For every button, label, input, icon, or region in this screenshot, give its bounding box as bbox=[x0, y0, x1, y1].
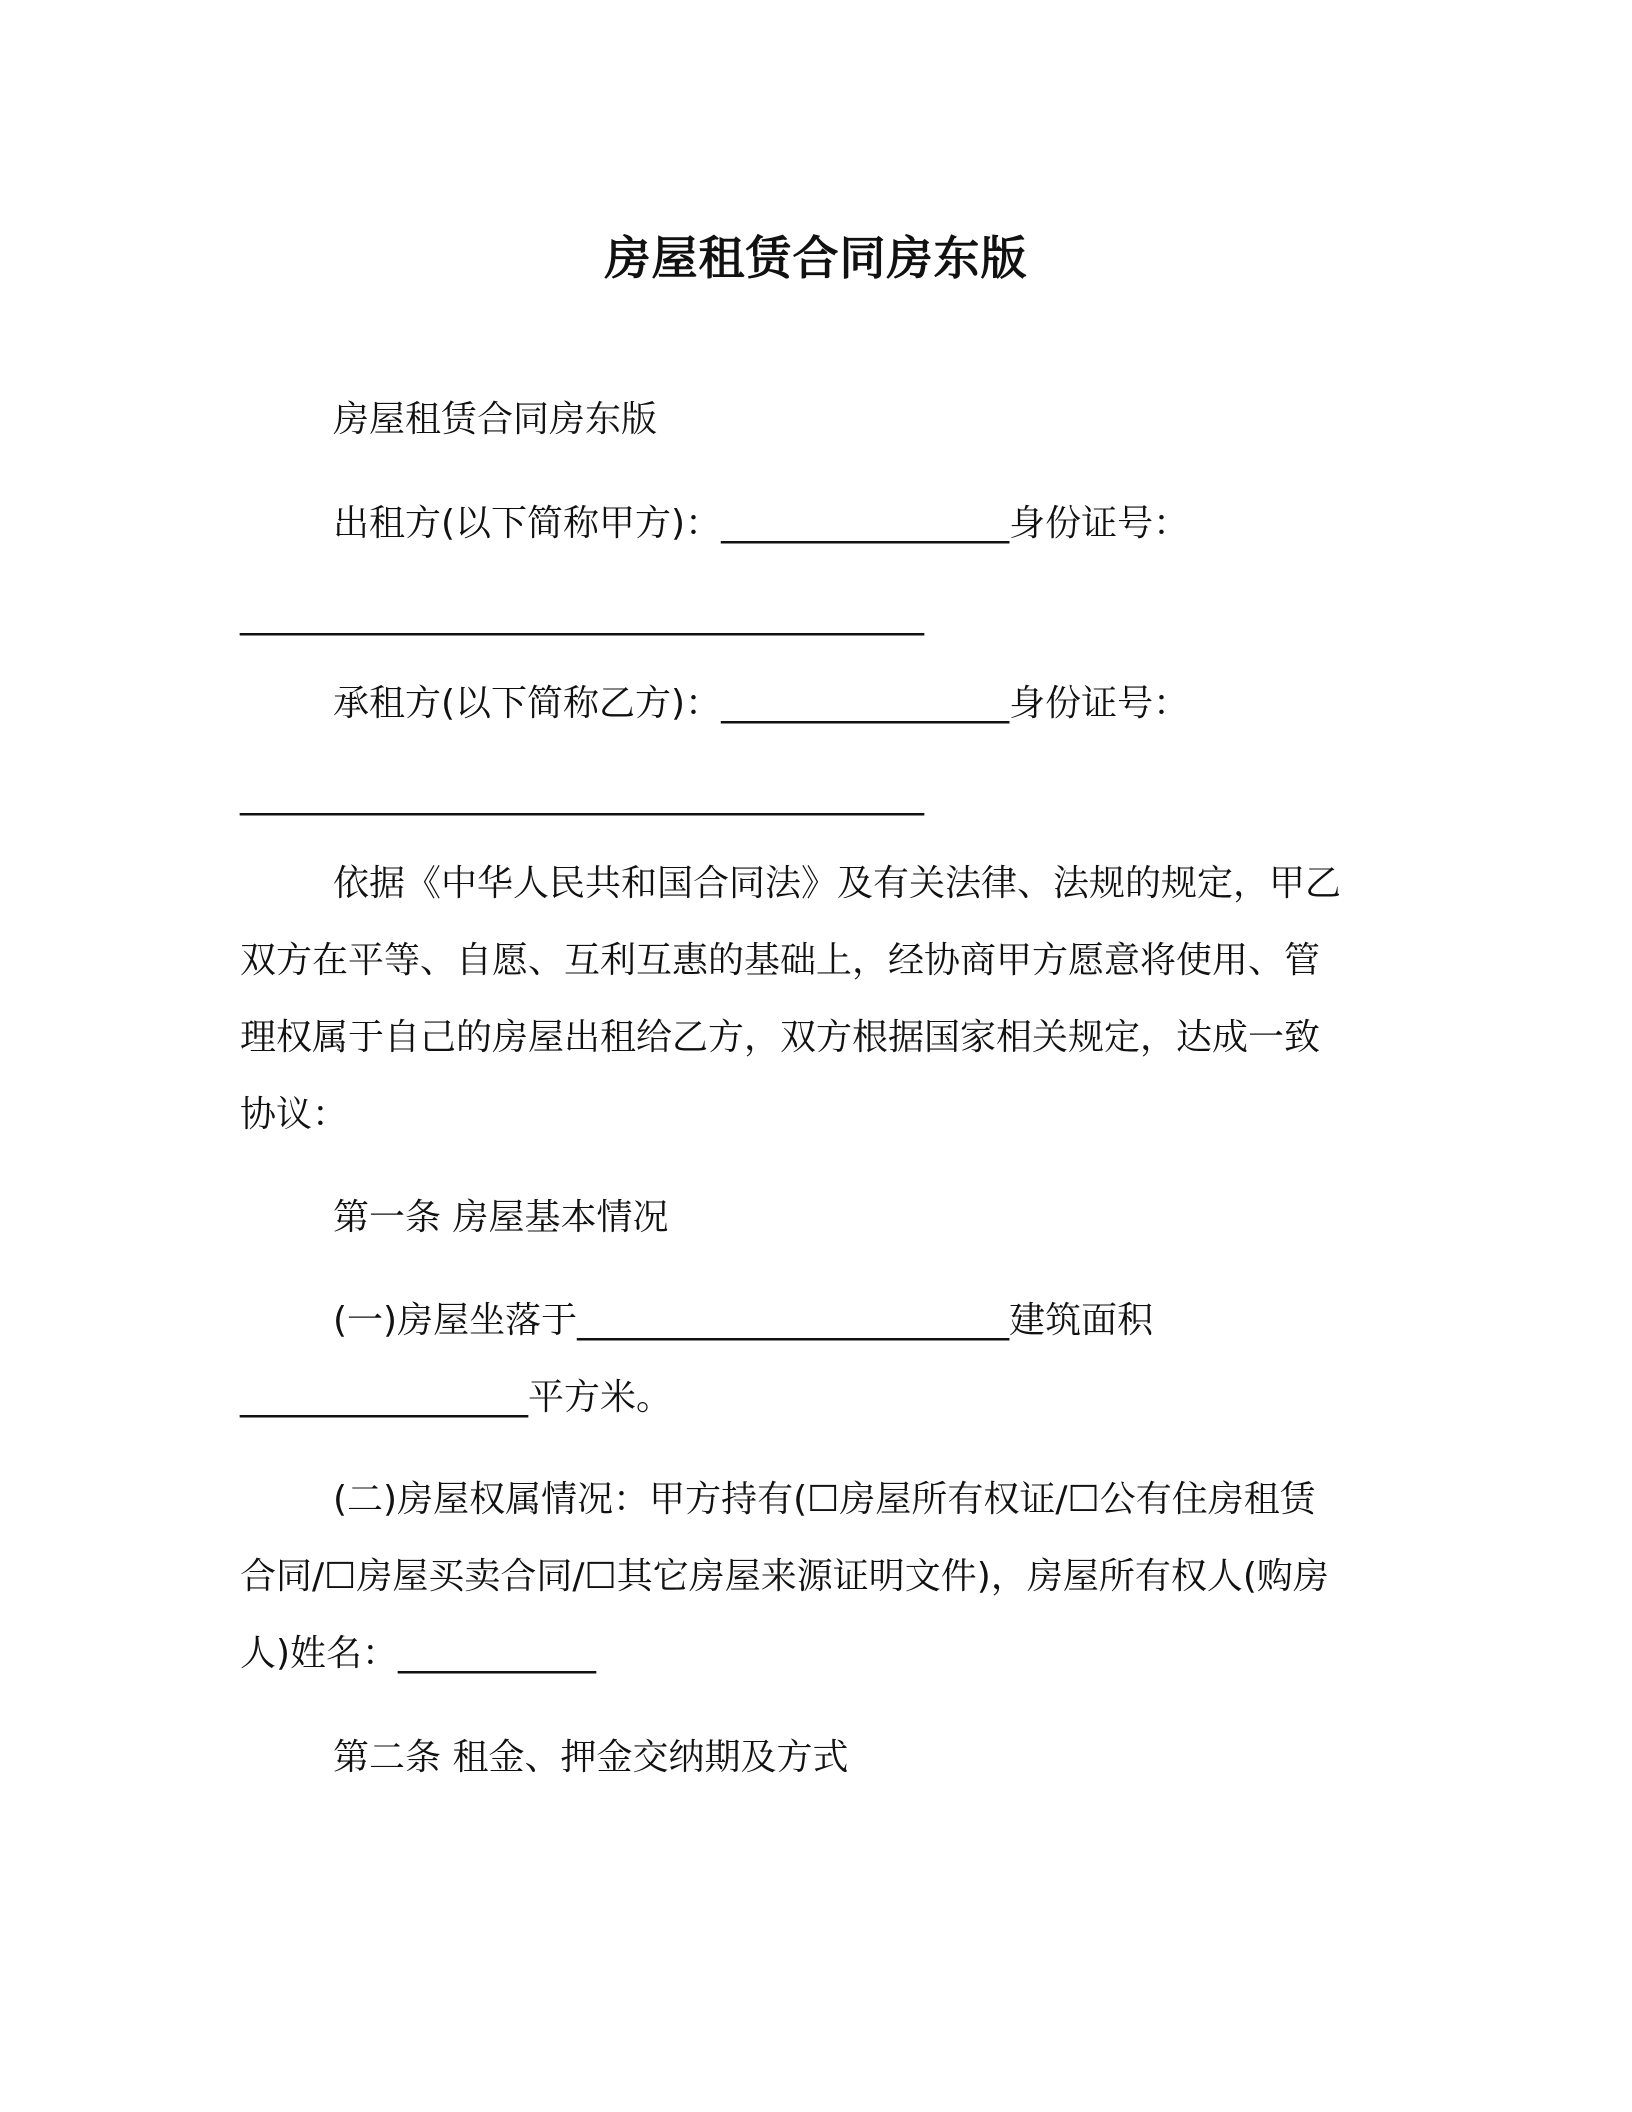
document-title: 房屋租赁合同房东版 bbox=[604, 231, 1028, 285]
article-heading: 第二条 租金、押金交纳期及方式 bbox=[333, 1737, 849, 1778]
clause-line: (二)房屋权属情况：甲方持有(☐房屋所有权证/☐公有住房租赁 bbox=[333, 1479, 1316, 1520]
article-heading: 第一条 房屋基本情况 bbox=[333, 1197, 669, 1238]
paragraph-line: 理权属于自己的房屋出租给乙方，双方根据国家相关规定，达成一致 bbox=[240, 1017, 1321, 1058]
lessor-line: 出租方(以下简称甲方)：________________身份证号： bbox=[333, 503, 1190, 544]
lessor-id-blank: ______________________________________ bbox=[240, 595, 924, 636]
clause-line: 合同/☐房屋买卖合同/☐其它房屋来源证明文件)，房屋所有权人(购房 bbox=[240, 1556, 1329, 1597]
lessee-line: 承租方(以下简称乙方)：________________身份证号： bbox=[333, 683, 1190, 724]
clause-line: ________________平方米。 bbox=[240, 1377, 673, 1418]
clause-line: 人)姓名：___________ bbox=[240, 1633, 597, 1674]
paragraph-line: 依据《中华人民共和国合同法》及有关法律、法规的规定，甲乙 bbox=[333, 863, 1342, 904]
lessee-id-blank: ______________________________________ bbox=[240, 775, 924, 816]
subtitle-line: 房屋租赁合同房东版 bbox=[333, 399, 658, 440]
paragraph-line: 双方在平等、自愿、互利互惠的基础上，经协商甲方愿意将使用、管 bbox=[240, 940, 1321, 981]
clause-line: (一)房屋坐落于________________________建筑面积 bbox=[333, 1300, 1154, 1341]
paragraph-line: 协议： bbox=[240, 1094, 349, 1135]
